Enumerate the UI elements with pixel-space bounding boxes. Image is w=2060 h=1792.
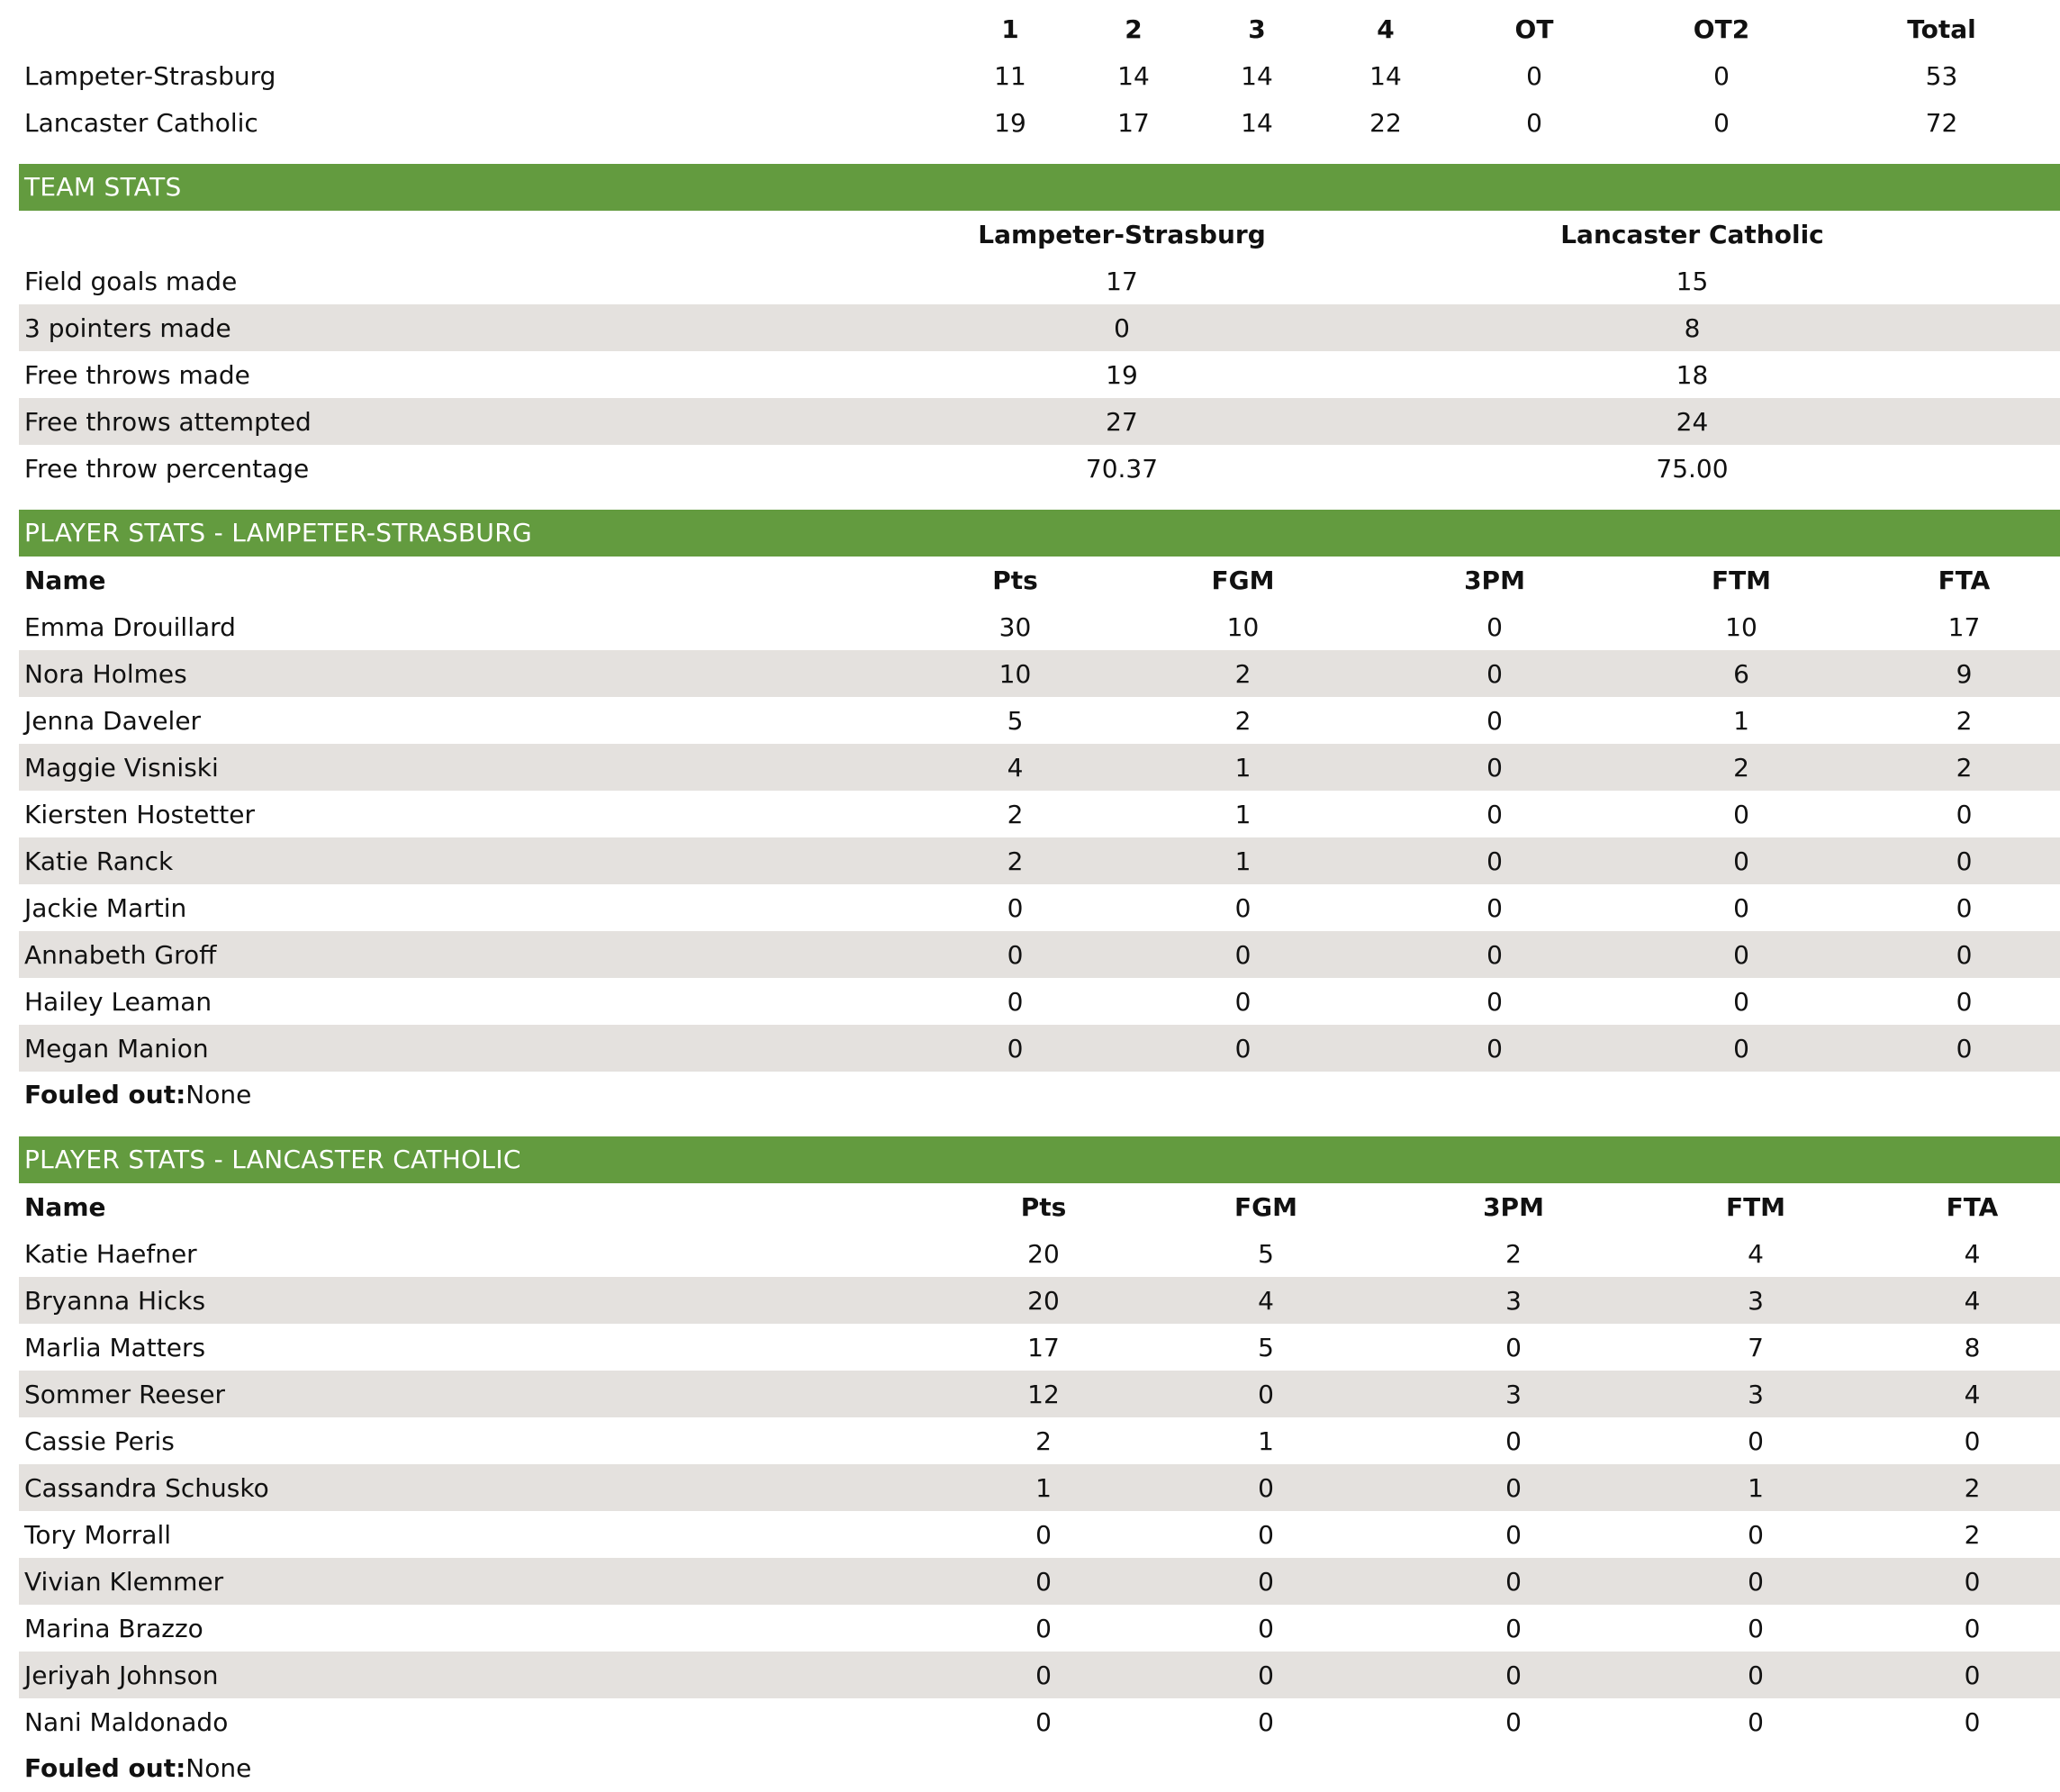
stat-value-away: 17	[1106, 266, 1138, 296]
stat-value-away: 19	[1106, 359, 1138, 390]
player-name: Sommer Reeser	[19, 1371, 955, 1417]
player-name: Nani Maldonado	[24, 1706, 229, 1737]
linescore-header-row	[19, 5, 2060, 52]
table-row	[19, 1324, 2060, 1371]
ftm-cell: 3	[1627, 1371, 1884, 1417]
fouled-out-ls	[19, 1072, 2060, 1118]
col-header-3pm: 3PM	[1464, 565, 1525, 595]
3pm-cell: 0	[1486, 611, 1503, 642]
total-cell: 72	[1925, 107, 1958, 138]
fta-cell: 0	[1964, 1613, 1981, 1643]
table-row	[19, 697, 2060, 744]
linescore-row	[19, 99, 2060, 146]
ftm-cell: 0	[1614, 837, 1868, 884]
pts-cell: 0	[1007, 986, 1024, 1017]
player-name: Megan Manion	[19, 1025, 919, 1072]
pts-cell: 17	[1027, 1332, 1060, 1362]
spacer	[19, 146, 2060, 164]
stat-label: 3 pointers made	[19, 304, 919, 351]
score-cell: 14	[1241, 60, 1273, 91]
fta-cell: 0	[1884, 1558, 2060, 1605]
player-stats-lc-banner: PLAYER STATS - LANCASTER CATHOLIC	[19, 1136, 2060, 1183]
linescore-header-q3: 3	[1248, 14, 1266, 44]
ftm-cell: 0	[1627, 1558, 1884, 1605]
fgm-cell: 0	[1132, 1371, 1400, 1417]
table-row	[19, 931, 2060, 978]
score-cell: 0	[1713, 60, 1730, 91]
fgm-cell: 10	[1226, 611, 1260, 642]
3pm-cell: 0	[1505, 1332, 1522, 1362]
pts-cell: 2	[1035, 1425, 1052, 1456]
player-stats-ls-table	[19, 557, 2060, 1072]
3pm-cell: 3	[1400, 1277, 1627, 1324]
ftm-cell: 6	[1614, 650, 1868, 697]
fgm-cell: 2	[1111, 650, 1375, 697]
player-name: Annabeth Groff	[19, 931, 919, 978]
fta-cell: 0	[1868, 1025, 2060, 1072]
team-stats-header-blank	[19, 211, 919, 258]
stat-value-home: 8	[1324, 304, 2060, 351]
ftm-cell: 10	[1725, 611, 1757, 642]
fouled-out-label: Fouled out:	[24, 1080, 186, 1109]
stat-label: Free throws attempted	[19, 398, 919, 445]
stat-label: Free throw percentage	[24, 453, 310, 484]
team-name: Lampeter-Strasburg	[24, 60, 276, 91]
3pm-cell: 0	[1375, 744, 1614, 791]
ftm-cell: 0	[1627, 1652, 1884, 1698]
linescore-header-ot2: OT2	[1693, 14, 1750, 44]
fta-cell: 17	[1947, 611, 1981, 642]
ftm-cell: 0	[1748, 1613, 1764, 1643]
ftm-cell: 0	[1733, 799, 1749, 829]
fouled-out-value: None	[185, 1753, 252, 1783]
pts-cell: 2	[919, 837, 1111, 884]
player-name: Emma Drouillard	[24, 611, 236, 642]
player-name: Vivian Klemmer	[19, 1558, 955, 1605]
player-name: Marina Brazzo	[24, 1613, 203, 1643]
fouled-out-lc	[19, 1745, 2060, 1792]
fta-cell: 0	[1956, 799, 1973, 829]
3pm-cell: 0	[1486, 986, 1503, 1017]
3pm-cell: 0	[1400, 1558, 1627, 1605]
linescore-table	[19, 5, 2060, 146]
col-header-3pm: 3PM	[1483, 1191, 1544, 1222]
stat-value-home: 15	[1676, 266, 1709, 296]
ftm-cell: 1	[1627, 1464, 1884, 1511]
table-row	[19, 603, 2060, 650]
fta-cell: 9	[1868, 650, 2060, 697]
fta-cell: 8	[1964, 1332, 1981, 1362]
player-name: Nora Holmes	[19, 650, 919, 697]
ftm-cell: 0	[1614, 931, 1868, 978]
fgm-cell: 0	[1234, 986, 1251, 1017]
stat-label: Field goals made	[24, 266, 238, 296]
3pm-cell: 3	[1400, 1371, 1627, 1417]
linescore-header-q2: 2	[1125, 14, 1143, 44]
pts-cell: 0	[1007, 892, 1024, 923]
pts-cell: 5	[1007, 705, 1024, 736]
pts-cell: 20	[955, 1277, 1132, 1324]
spacer	[19, 1118, 2060, 1136]
fta-cell: 0	[1956, 986, 1973, 1017]
player-name: Jenna Daveler	[24, 705, 202, 736]
score-cell: 17	[1117, 107, 1150, 138]
team-stats-header-away: Lampeter-Strasburg	[978, 219, 1266, 249]
fta-cell: 2	[1884, 1464, 2060, 1511]
3pm-cell: 0	[1505, 1519, 1522, 1550]
table-row	[19, 978, 2060, 1025]
table-row	[19, 1605, 2060, 1652]
pts-cell: 1	[955, 1464, 1132, 1511]
score-cell: 0	[1713, 107, 1730, 138]
fgm-cell: 5	[1258, 1332, 1274, 1362]
col-header-fgm: FGM	[1234, 1191, 1297, 1222]
player-name: Tory Morrall	[24, 1519, 171, 1550]
fgm-cell: 5	[1258, 1238, 1274, 1269]
col-header-fta: FTA	[1946, 1191, 1999, 1222]
table-row	[19, 1277, 2060, 1324]
3pm-cell: 0	[1400, 1652, 1627, 1698]
player-name: Jackie Martin	[24, 892, 187, 923]
ftm-cell: 1	[1733, 705, 1749, 736]
team-stat-row	[19, 304, 2060, 351]
player-name: Cassandra Schusko	[19, 1464, 955, 1511]
3pm-cell: 0	[1375, 931, 1614, 978]
team-stats-table	[19, 211, 2060, 492]
col-header-name: Name	[24, 565, 106, 595]
table-row	[19, 1698, 2060, 1745]
player-name: Maggie Visniski	[19, 744, 919, 791]
player-stats-lc-table	[19, 1183, 2060, 1745]
linescore-header-q4: 4	[1377, 14, 1395, 44]
3pm-cell: 0	[1375, 1025, 1614, 1072]
pts-cell: 0	[1035, 1519, 1052, 1550]
col-header-ftm: FTM	[1725, 1191, 1786, 1222]
pts-cell: 0	[1035, 1706, 1052, 1737]
ftm-cell: 0	[1748, 1706, 1764, 1737]
pts-cell: 0	[955, 1652, 1132, 1698]
fgm-cell: 0	[1258, 1706, 1274, 1737]
pts-cell: 4	[919, 744, 1111, 791]
fgm-cell: 0	[1111, 1025, 1375, 1072]
fgm-cell: 1	[1258, 1425, 1274, 1456]
ftm-cell: 4	[1748, 1238, 1764, 1269]
player-stats-ls-header-row	[19, 557, 2060, 603]
table-row	[19, 1025, 2060, 1072]
player-name: Jeriyah Johnson	[19, 1652, 955, 1698]
player-name: Katie Haefner	[24, 1238, 197, 1269]
fta-cell: 0	[1964, 1706, 1981, 1737]
col-header-ftm: FTM	[1711, 565, 1772, 595]
table-row	[19, 1464, 2060, 1511]
stat-value-home: 18	[1676, 359, 1709, 390]
3pm-cell: 0	[1505, 1613, 1522, 1643]
ftm-cell: 3	[1627, 1277, 1884, 1324]
player-stats-ls-banner: PLAYER STATS - LAMPETER-STRASBURG	[19, 510, 2060, 557]
score-cell: 19	[994, 107, 1026, 138]
fgm-cell: 1	[1111, 744, 1375, 791]
table-row	[19, 1371, 2060, 1417]
stat-label: Free throws made	[24, 359, 250, 390]
linescore-header-total: Total	[1907, 14, 1976, 44]
score-cell: 0	[1526, 107, 1542, 138]
pts-cell: 20	[1027, 1238, 1060, 1269]
linescore-header-ot: OT	[1514, 14, 1554, 44]
col-header-name: Name	[24, 1191, 106, 1222]
score-cell: 14	[1241, 107, 1273, 138]
score-cell: 14	[1369, 60, 1402, 91]
pts-cell: 2	[1007, 799, 1024, 829]
fgm-cell: 1	[1234, 799, 1251, 829]
pts-cell: 30	[998, 611, 1032, 642]
team-stats-banner: TEAM STATS	[19, 164, 2060, 211]
fta-cell: 4	[1884, 1371, 2060, 1417]
col-header-fta: FTA	[1938, 565, 1991, 595]
3pm-cell: 0	[1505, 1706, 1522, 1737]
stat-value-away: 27	[919, 398, 1324, 445]
player-name: Cassie Peris	[24, 1425, 175, 1456]
table-row	[19, 1511, 2060, 1558]
fgm-cell: 0	[1234, 892, 1251, 923]
fgm-cell: 0	[1132, 1558, 1400, 1605]
fta-cell: 0	[1964, 1425, 1981, 1456]
score-cell: 14	[1117, 60, 1150, 91]
team-stat-row	[19, 351, 2060, 398]
col-header-fgm: FGM	[1211, 565, 1275, 595]
table-row	[19, 650, 2060, 697]
score-cell: 11	[994, 60, 1026, 91]
fgm-cell: 0	[1132, 1652, 1400, 1698]
pts-cell: 0	[919, 1025, 1111, 1072]
fta-cell: 2	[1964, 1519, 1981, 1550]
team-stat-row	[19, 258, 2060, 304]
fta-cell: 0	[1868, 931, 2060, 978]
table-row	[19, 1652, 2060, 1698]
table-row	[19, 1558, 2060, 1605]
fta-cell: 0	[1884, 1652, 2060, 1698]
pts-cell: 10	[919, 650, 1111, 697]
pts-cell: 0	[919, 931, 1111, 978]
fgm-cell: 2	[1234, 705, 1251, 736]
pts-cell: 12	[955, 1371, 1132, 1417]
table-row	[19, 884, 2060, 931]
player-name: Kiersten Hostetter	[24, 799, 255, 829]
fouled-out-label: Fouled out:	[24, 1753, 186, 1783]
3pm-cell: 0	[1486, 705, 1503, 736]
fta-cell: 0	[1868, 837, 2060, 884]
fta-cell: 0	[1956, 892, 1973, 923]
3pm-cell: 0	[1375, 837, 1614, 884]
fta-cell: 4	[1884, 1277, 2060, 1324]
table-row	[19, 837, 2060, 884]
score-cell: 22	[1369, 107, 1402, 138]
team-stat-row	[19, 398, 2060, 445]
linescore-row	[19, 52, 2060, 99]
table-row	[19, 744, 2060, 791]
3pm-cell: 0	[1486, 892, 1503, 923]
boxscore-page	[19, 0, 2060, 1792]
ftm-cell: 0	[1614, 1025, 1868, 1072]
ftm-cell: 0	[1748, 1425, 1764, 1456]
linescore-header-q1: 1	[1001, 14, 1019, 44]
total-cell: 53	[1925, 60, 1958, 91]
fgm-cell: 0	[1258, 1613, 1274, 1643]
stat-value-away: 0	[919, 304, 1324, 351]
3pm-cell: 2	[1505, 1238, 1522, 1269]
team-stats-header-home: Lancaster Catholic	[1560, 219, 1824, 249]
fgm-cell: 0	[1111, 931, 1375, 978]
fouled-out-value: None	[185, 1080, 252, 1109]
player-name: Marlia Matters	[24, 1332, 206, 1362]
fgm-cell: 0	[1258, 1519, 1274, 1550]
fta-cell: 2	[1956, 705, 1973, 736]
player-name: Hailey Leaman	[24, 986, 212, 1017]
ftm-cell: 7	[1748, 1332, 1764, 1362]
table-row	[19, 1230, 2060, 1277]
ftm-cell: 0	[1748, 1519, 1764, 1550]
3pm-cell: 0	[1400, 1464, 1627, 1511]
3pm-cell: 0	[1505, 1425, 1522, 1456]
stat-value-home: 75.00	[1656, 453, 1729, 484]
col-header-pts: Pts	[1020, 1191, 1067, 1222]
col-header-pts: Pts	[992, 565, 1038, 595]
pts-cell: 0	[955, 1558, 1132, 1605]
fta-cell: 2	[1868, 744, 2060, 791]
player-name: Katie Ranck	[19, 837, 919, 884]
team-name: Lancaster Catholic	[24, 107, 258, 138]
fgm-cell: 4	[1132, 1277, 1400, 1324]
ftm-cell: 0	[1733, 892, 1749, 923]
table-row	[19, 1417, 2060, 1464]
fta-cell: 4	[1964, 1238, 1981, 1269]
score-cell: 0	[1526, 60, 1542, 91]
team-stat-row	[19, 445, 2060, 492]
3pm-cell: 0	[1375, 650, 1614, 697]
team-stats-header-row	[19, 211, 2060, 258]
stat-value-away: 70.37	[1085, 453, 1159, 484]
table-row	[19, 791, 2060, 837]
spacer	[19, 492, 2060, 510]
3pm-cell: 0	[1486, 799, 1503, 829]
player-stats-lc-header-row	[19, 1183, 2060, 1230]
player-name: Bryanna Hicks	[19, 1277, 955, 1324]
ftm-cell: 2	[1614, 744, 1868, 791]
ftm-cell: 0	[1733, 986, 1749, 1017]
fgm-cell: 1	[1111, 837, 1375, 884]
fgm-cell: 0	[1132, 1464, 1400, 1511]
linescore-header-blank	[19, 5, 944, 52]
pts-cell: 0	[1035, 1613, 1052, 1643]
stat-value-home: 24	[1324, 398, 2060, 445]
